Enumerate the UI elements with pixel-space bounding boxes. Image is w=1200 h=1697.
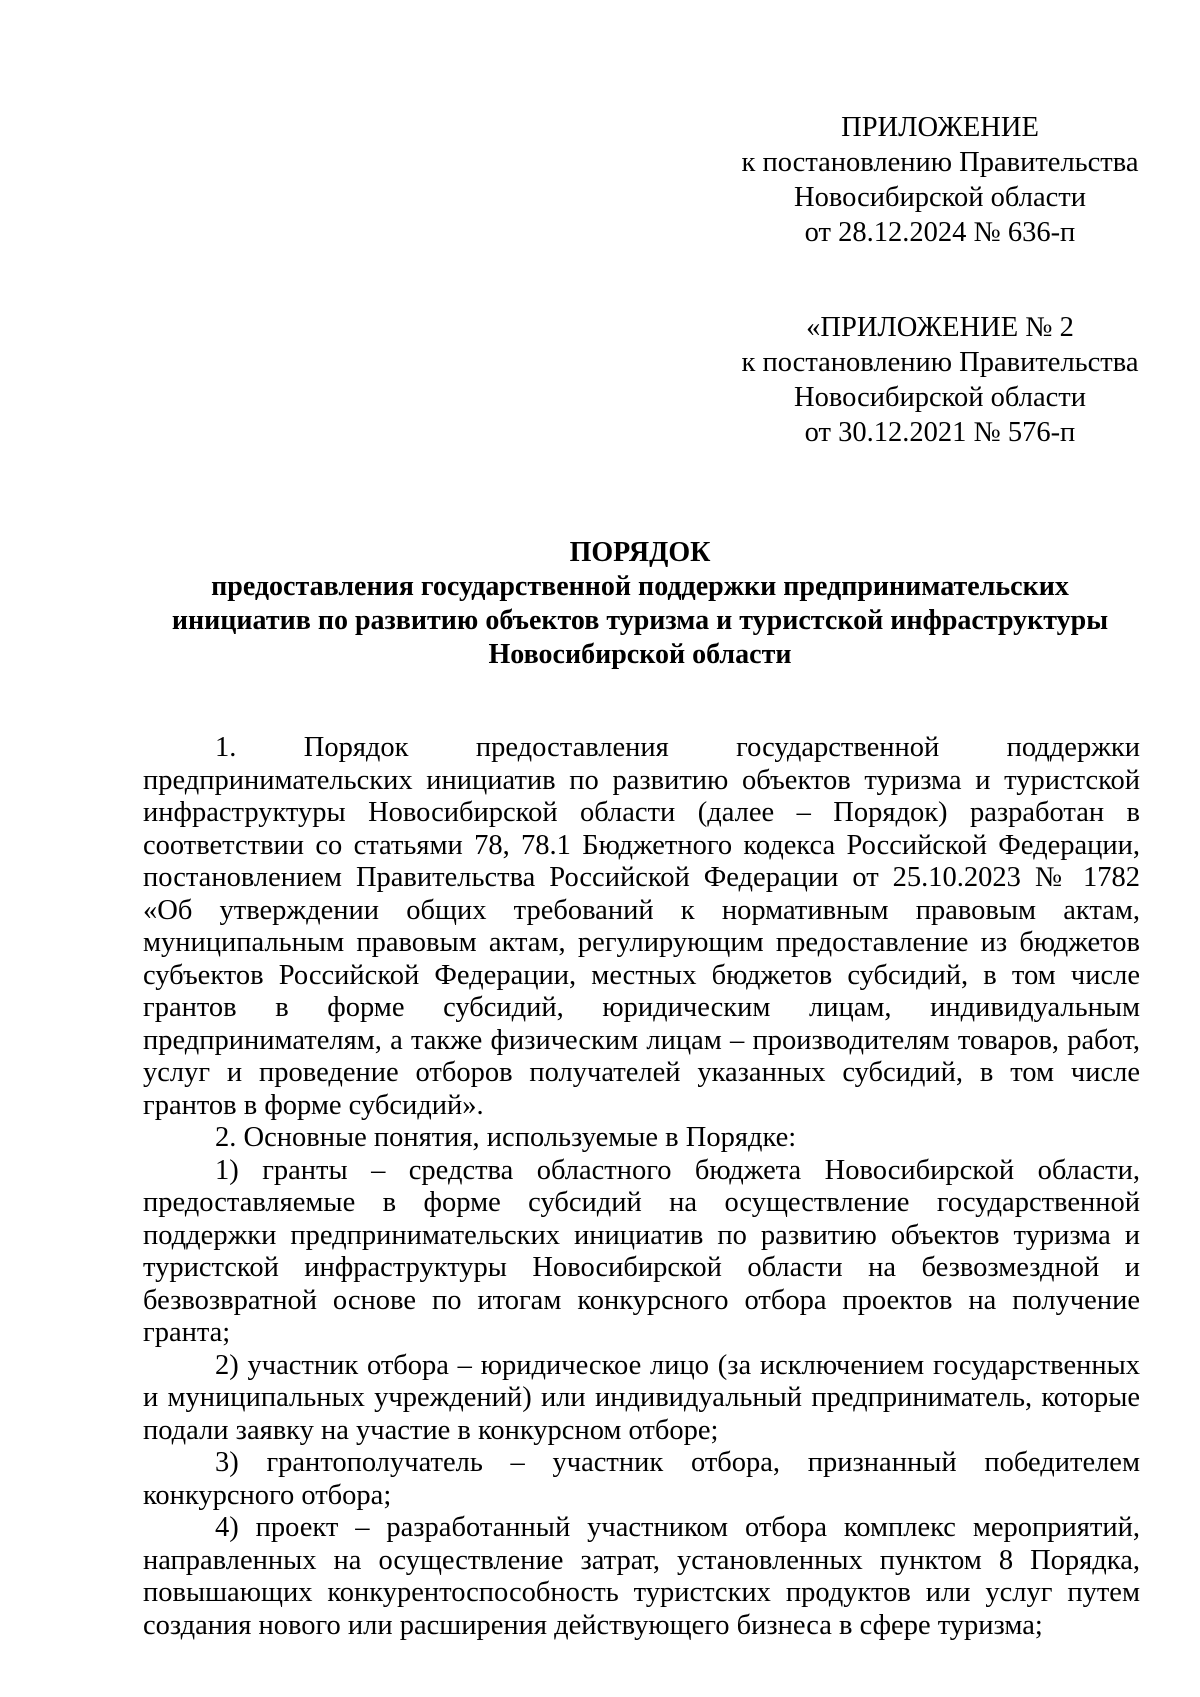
definition-grantee: 3) грантополучатель – участник отбора, признанный победителем конкурсного отбора; (143, 1447, 1140, 1511)
paragraph-2: 2. Основные понятия, используемые в Порядке: (215, 1122, 797, 1153)
definition-grants: 1) гранты – средства областного бюджета Новосибирской области, предоставляемые в форме субсидий на осуществление государственной поддержки предпринимательских инициатив по развитию объектов туризма и туристской инфраструктуры Новосибирской области на безвозмездной и безвозвратной основе по итогам конкурсного отбора проектов на получение гранта; (143, 1154, 1140, 1348)
appendix2-title: «ПРИЛОЖЕНИЕ № 2 (806, 312, 1074, 343)
title-line: предоставления государственной поддержки предпринимательских (211, 571, 1069, 602)
appendix2-date-number: от 30.12.2021 № 576-п (804, 417, 1076, 448)
paragraph-1: 1. Порядок предоставления государственной поддержки предпринимательских инициатив по развитию объектов туризма и туристской инфраструктуры Новосибирской области (далее – Порядок) разработан в соответствии со статьями 78, 78.1 Бюджетного кодекса Российской Федерации, постановлением Правительства Российской Федерации от 25.10.2023 № 1782 «Об утверждении общих требований к нормативным правовым актам, муниципальным правовым актам, регулирующим предоставление из бюджетов субъектов Российской Федерации, местных бюджетов субсидий, в том числе грантов в форме субсидий, юридическим лицам, индивидуальным предпринимателям, а также физическим лицам – производителям товаров, работ, услуг и проведение отборов получателей указанных субсидий, в том числе грантов в форме субсидий». (143, 732, 1140, 1121)
title-line: Новосибирской области (488, 639, 792, 670)
appendix2-line: Новосибирской области (794, 382, 1086, 413)
title-line: инициатив по развитию объектов туризма и туристской инфраструктуры (171, 605, 1109, 636)
definition-participant: 2) участник отбора – юридическое лицо (за исключением государственных и муниципальных учреждений) или индивидуальный предприниматель, которые подали заявку на участие в конкурсном отборе; (143, 1349, 1140, 1446)
document-title (140, 536, 1140, 672)
appendix2-line: к постановлению Правительства (741, 347, 1139, 378)
appendix-date-number: от 28.12.2024 № 636-п (804, 217, 1076, 248)
document-body (143, 732, 1140, 1642)
definition-project: 4) проект – разработанный участником отбора комплекс мероприятий, направленных на осуществление затрат, установленных пунктом 8 Порядка, повышающих конкурентоспособность туристских продуктов или услуг путем создания нового или расширения действующего бизнеса в сфере туризма; (143, 1512, 1140, 1641)
appendix-header (740, 110, 1140, 250)
appendix-title: ПРИЛОЖЕНИЕ (841, 112, 1039, 143)
appendix2-header (740, 310, 1140, 450)
title-main: ПОРЯДОК (569, 537, 711, 568)
appendix-line: к постановлению Правительства (741, 147, 1139, 178)
appendix-line: Новосибирской области (794, 182, 1086, 213)
